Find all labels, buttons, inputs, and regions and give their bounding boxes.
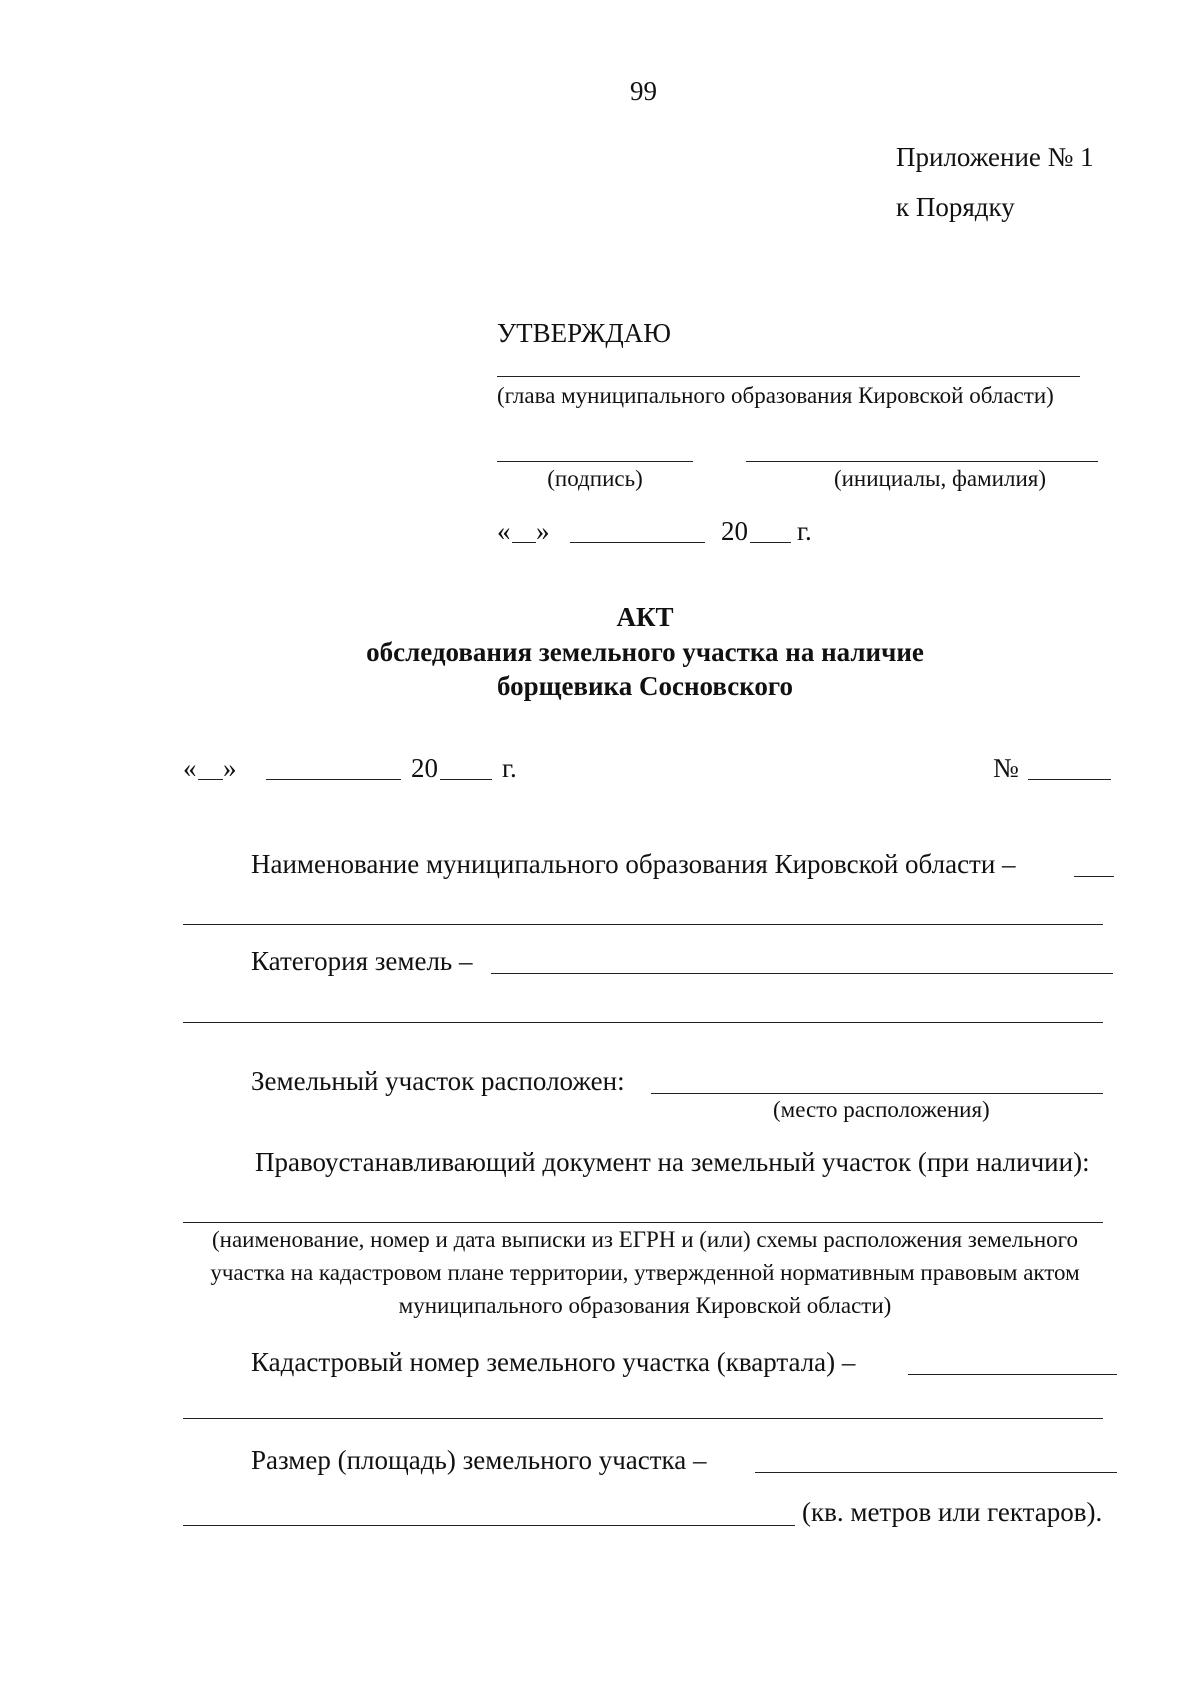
cadastral-label: Кадастровый номер земельного участка (квартала) – (251, 1347, 856, 1377)
municipality-line (183, 924, 1103, 925)
approval-year-suffix: г. (797, 516, 812, 546)
name-caption: (инициалы, фамилия) (833, 466, 1047, 491)
document-subtitle-line2: борщевика Сосновского (496, 671, 794, 701)
cadastral-line (908, 1374, 1117, 1375)
act-day-line (198, 779, 223, 780)
location-line (651, 1093, 1103, 1094)
land-category-line (491, 973, 1113, 974)
land-category-line-2 (183, 1022, 1103, 1023)
position-line (497, 376, 1080, 377)
page-number: 99 (630, 76, 657, 106)
title-document-line (183, 1222, 1103, 1223)
name-line (746, 461, 1098, 462)
appendix-number: Приложение № 1 (896, 142, 1094, 172)
location-label: Земельный участок расположен: (251, 1066, 625, 1096)
approval-heading: УТВЕРЖДАЮ (497, 318, 672, 348)
act-year-prefix: 20 (411, 753, 438, 783)
act-year-line (440, 779, 492, 780)
approval-date-quote-close: » (536, 516, 550, 546)
approval-year-line (750, 542, 791, 543)
act-date-quote-open: « (183, 753, 197, 783)
approval-date-quote-open: « (497, 516, 511, 546)
act-date-quote-close: » (223, 753, 237, 783)
act-year-suffix: г. (502, 753, 517, 783)
area-label: Размер (площадь) земельного участка – (251, 1445, 707, 1475)
approval-month-line (570, 542, 705, 543)
position-caption: (глава муниципального образования Кировской области) (497, 383, 1054, 408)
area-line-2 (183, 1525, 795, 1526)
act-number-line (1028, 779, 1111, 780)
act-month-line (266, 779, 401, 780)
document-subtitle-line1: обследования земельного участка на наличие (366, 637, 924, 667)
appendix-reference: к Порядку (896, 192, 1015, 222)
title-document-caption-line2: участка на кадастровом плане территории, утвержденной нормативным правовым актом (210, 1260, 1080, 1285)
cadastral-line-2 (183, 1418, 1103, 1419)
municipality-label: Наименование муниципального образования Кировской области – (251, 849, 1016, 879)
signature-line (497, 461, 693, 462)
title-document-caption-line1: (наименование, номер и дата выписки из ЕГРН и (или) схемы расположения земельного (212, 1227, 1078, 1252)
signature-caption: (подпись) (547, 466, 643, 491)
document-title: АКТ (616, 602, 674, 632)
municipality-line-short (1074, 876, 1114, 877)
approval-day-line (512, 542, 536, 543)
act-number-sign: № (993, 753, 1019, 783)
location-caption: (место расположения) (773, 1097, 990, 1122)
title-document-label: Правоустанавливающий документ на земельный участок (при наличии): (255, 1147, 1090, 1177)
title-document-caption-line3: муниципального образования Кировской области) (398, 1293, 892, 1318)
land-category-label: Категория земель – (251, 946, 473, 976)
area-units: (кв. метров или гектаров). (802, 1497, 1103, 1527)
area-line (755, 1472, 1117, 1473)
approval-year-prefix: 20 (721, 516, 748, 546)
